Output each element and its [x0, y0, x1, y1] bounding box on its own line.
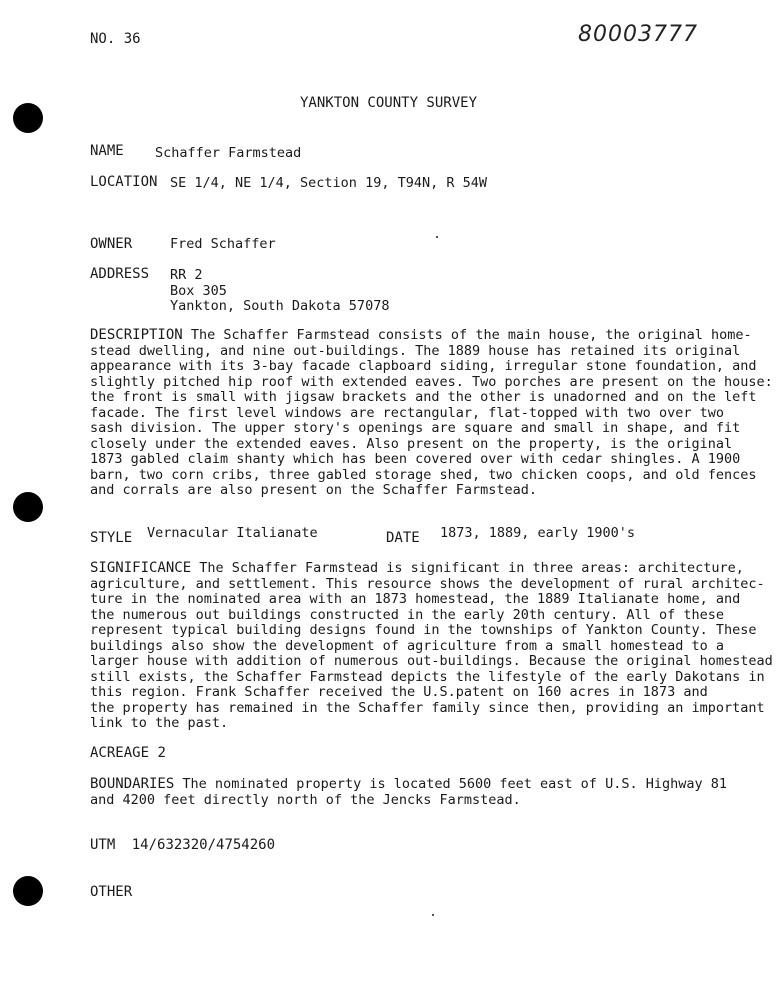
- significance-line: the property has remained in the Schaffer family since then, providing an important: [90, 699, 765, 716]
- description-line: DESCRIPTION The Schaffer Farmstead consists of the main house, the original home-: [90, 327, 752, 343]
- significance-line: larger house with addition of numerous out-buildings. Because the original homestead: [90, 653, 773, 669]
- boundaries-block: [90, 777, 727, 808]
- handwritten-reference: 80003777: [578, 22, 698, 47]
- significance-line: still exists, the Schaffer Farmstead depicts the lifestyle of the early Dakotans in: [90, 668, 765, 685]
- acreage-label: ACREAGE: [90, 745, 150, 761]
- style-label: STYLE: [90, 530, 133, 546]
- description-line: sash division. The upper story's openings are square and small in shape, and fit: [90, 420, 741, 436]
- owner-value: Fred Schaffer: [170, 236, 276, 252]
- name-label: NAME: [90, 143, 124, 159]
- description-line: stead dwelling, and nine out-buildings. The 1889 house has retained its original: [90, 342, 741, 359]
- significance-line: agriculture, and settlement. This resource shows the development of rural architec-: [90, 575, 765, 592]
- address-line: Box 305: [170, 282, 227, 299]
- description-line: slightly pitched hip roof with extended eaves. Two porches are present on the house:: [90, 373, 773, 390]
- other-label: OTHER: [90, 884, 133, 900]
- description-line: 1873 gabled claim shanty which has been covered over with cedar shingles. A 1900: [90, 451, 741, 467]
- significance-line: represent typical building designs found in the townships of Yankton County. These: [90, 622, 757, 638]
- style-value: Vernacular Italianate: [147, 525, 318, 541]
- utm-label: UTM: [90, 837, 116, 853]
- description-line: barn, two corn cribs, three gabled storage shed, two chicken coops, and old fences: [90, 466, 757, 483]
- description-block: [90, 328, 773, 499]
- punch-hole-bottom: [13, 876, 43, 906]
- boundaries-label: BOUNDARIES: [90, 776, 175, 792]
- punch-hole-middle: [13, 492, 43, 522]
- significance-line: this region. Frank Schaffer received the U.S.patent on 160 acres in 1873 and: [90, 684, 708, 700]
- location-label: LOCATION: [90, 174, 158, 190]
- significance-line: buildings also show the development of agriculture from a small homestead to a: [90, 637, 724, 654]
- address-label: ADDRESS: [90, 266, 150, 282]
- scan-speck: [436, 236, 438, 238]
- significance-line: link to the past.: [90, 715, 229, 731]
- owner-label: OWNER: [90, 236, 133, 252]
- description-line: appearance with its 3-bay facade clapboard siding, irregular stone foundation, and: [90, 358, 757, 374]
- significance-label: SIGNIFICANCE: [90, 560, 192, 576]
- description-line: and corrals are also present on the Schaffer Farmstead.: [90, 482, 538, 498]
- name-value: Schaffer Farmstead: [155, 145, 302, 161]
- scan-speck: [432, 914, 434, 916]
- address-line: RR 2: [170, 267, 203, 283]
- punch-hole-top: [13, 103, 43, 133]
- address-block: [170, 268, 389, 315]
- address-line: Yankton, South Dakota 57078: [170, 298, 390, 314]
- date-value: 1873, 1889, early 1900's: [440, 525, 636, 541]
- record-number: NO. 36: [90, 31, 141, 47]
- description-line: closely under the extended eaves. Also present on the property, is the original: [90, 435, 733, 452]
- utm-row: [90, 838, 275, 854]
- significance-line: ture in the nominated area with an 1873 homestead, the 1889 Italianate home, and: [90, 591, 741, 607]
- description-label: DESCRIPTION: [90, 327, 183, 343]
- boundaries-line: and 4200 feet directly north of the Jencks Farmstead.: [90, 791, 521, 808]
- significance-block: [90, 561, 773, 732]
- acreage-row: [90, 746, 166, 762]
- significance-line: the numerous out buildings constructed in the early 20th century. All of these: [90, 606, 724, 623]
- utm-value: 14/632320/4754260: [131, 837, 276, 853]
- description-line: the front is small with jigsaw brackets and the other is unadorned and on the left: [90, 389, 757, 405]
- date-label: DATE: [386, 530, 420, 546]
- boundaries-line: BOUNDARIES The nominated property is located 5600 feet east of U.S. Highway 81: [90, 776, 727, 792]
- location-value: SE 1/4, NE 1/4, Section 19, T94N, R 54W: [170, 175, 487, 191]
- acreage-value: 2: [157, 745, 166, 761]
- page-title: YANKTON COUNTY SURVEY: [300, 95, 478, 111]
- significance-line: SIGNIFICANCE The Schaffer Farmstead is significant in three areas: architecture,: [90, 560, 744, 576]
- description-line: facade. The first level windows are rectangular, flat-topped with two over two: [90, 404, 724, 421]
